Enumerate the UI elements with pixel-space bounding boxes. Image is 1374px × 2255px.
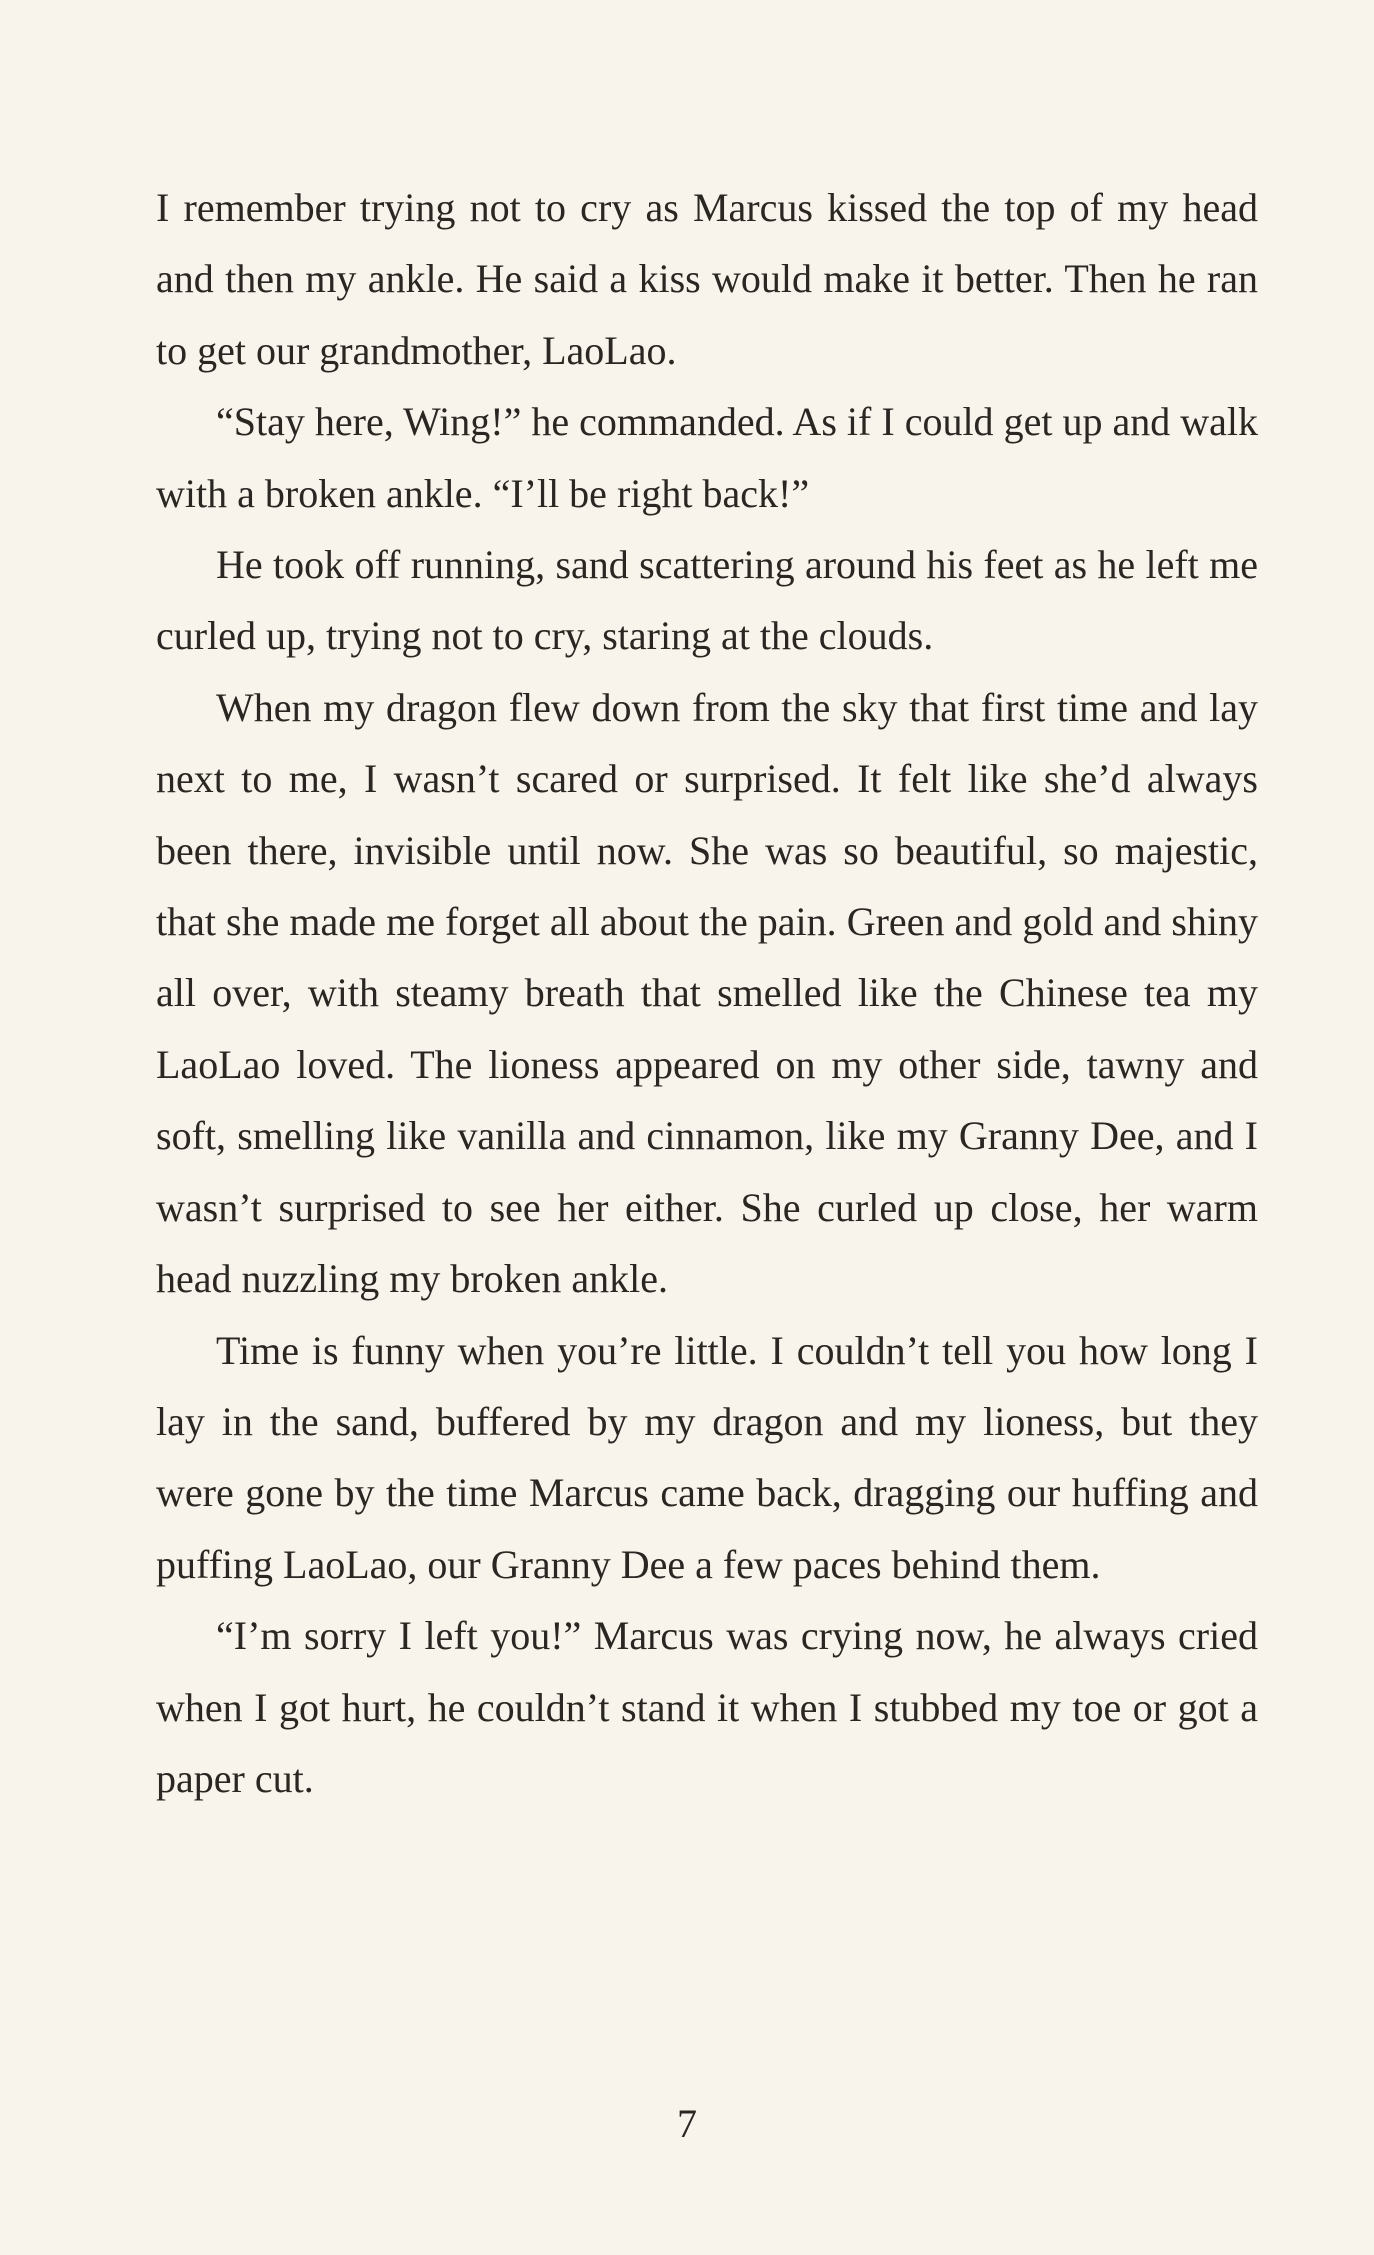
paragraph-5: Time is funny when you’re little. I couldn’t tell you how long I lay in the sand, buffered by my dragon and my lioness, but they were gone by the time Marcus came back, dragging our huffing and puffing LaoLao, our Granny Dee a few paces behind them. <box>156 1327 1258 1587</box>
paragraph-1: I remember trying not to cry as Marcus kissed the top of my head and then my ankle. He said a kiss would make it better. Then he ran to get our grandmother, LaoLao. <box>156 185 1258 373</box>
paragraph-6: “I’m sorry I left you!” Marcus was crying now, he always cried when I got hurt, he couldn’t stand it when I stubbed my toe or got a paper cut. <box>156 1613 1258 1801</box>
page-number: 7 <box>677 2101 697 2146</box>
paragraph-4: When my dragon flew down from the sky that first time and lay next to me, I wasn’t scared or surprised. It felt like she’d always been there, invisible until now. She was so beautiful, so majestic, that she made me forget all about the pain. Green and gold and shiny all over, with steamy breath that smelled like the Chinese tea my LaoLao loved. The lioness appeared on my other side, tawny and soft, smelling like vanilla and cinnamon, like my Granny Dee, and I wasn’t surprised to see her either. She curled up close, her warm head nuzzling my broken ankle. <box>156 684 1258 1302</box>
paragraph-2: “Stay here, Wing!” he commanded. As if I could get up and walk with a broken ankle. “I’ll be right back!” <box>156 399 1258 516</box>
body-text <box>156 172 1258 1814</box>
paragraph-3: He took off running, sand scattering around his feet as he left me curled up, trying not to cry, staring at the clouds. <box>156 542 1258 659</box>
